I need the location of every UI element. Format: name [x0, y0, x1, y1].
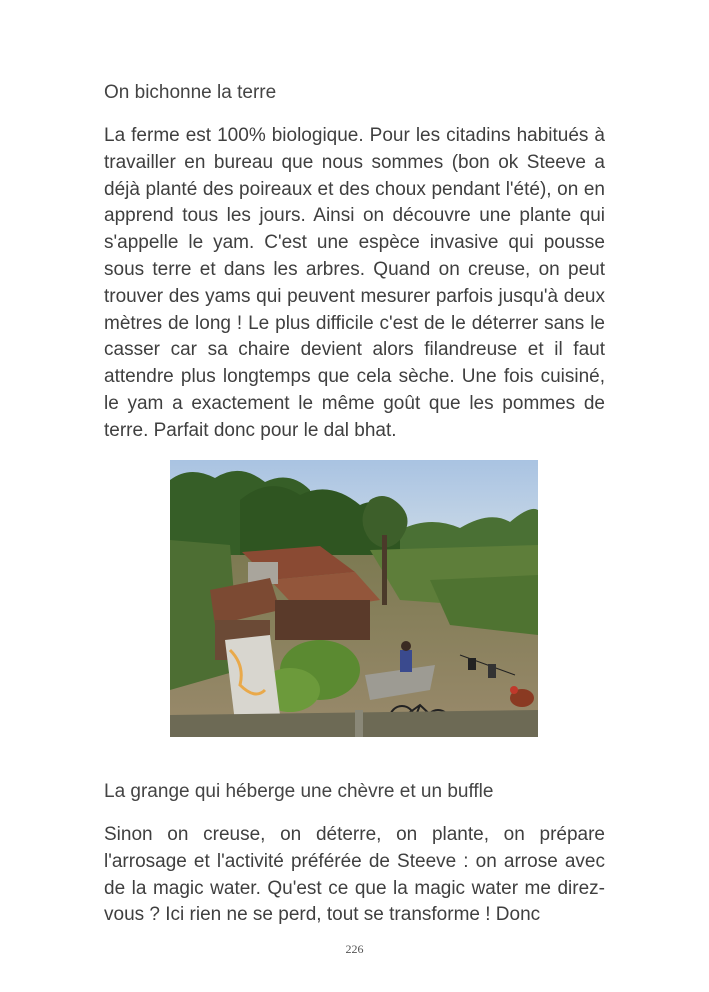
page-number: 226	[345, 942, 364, 956]
section-heading-1: On bichonne la terre	[104, 82, 277, 103]
section-paragraph-2: Sinon on creuse, on déterre, on plante, on prépare l'arrosage et l'activité préférée de Steeve : on arrose avec de la magic water. Qu'est ce que la magic water me direz-vous ? Ici rien ne se perd, tout se transforme ! Donc	[104, 824, 605, 926]
farm-barn-photo	[170, 460, 538, 737]
section-paragraph-1: La ferme est 100% biologique. Pour les citadins habitués à travailler en bureau que nous sommes (bon ok Steeve a déjà planté des poireaux et des choux pendant l'été), on en apprend tous les jours. Ainsi on découvre une plante qui s'appelle le yam. C'est une espèce invasive qui pousse sous terre et dans les arbres. Quand on creuse, on peut trouver des yams qui peuvent mesurer parfois jusqu'à deux mètres de long ! Le plus difficile c'est de le déterrer sans le casser car sa chaire devient alors filandreuse et il faut attendre plus longtemps que cela sèche. Une fois cuisiné, le yam a exactement le même goût que les pommes de terre. Parfait donc pour le dal bhat.	[104, 125, 605, 441]
section-heading-2: La grange qui héberge une chèvre et un buffle	[104, 781, 494, 802]
